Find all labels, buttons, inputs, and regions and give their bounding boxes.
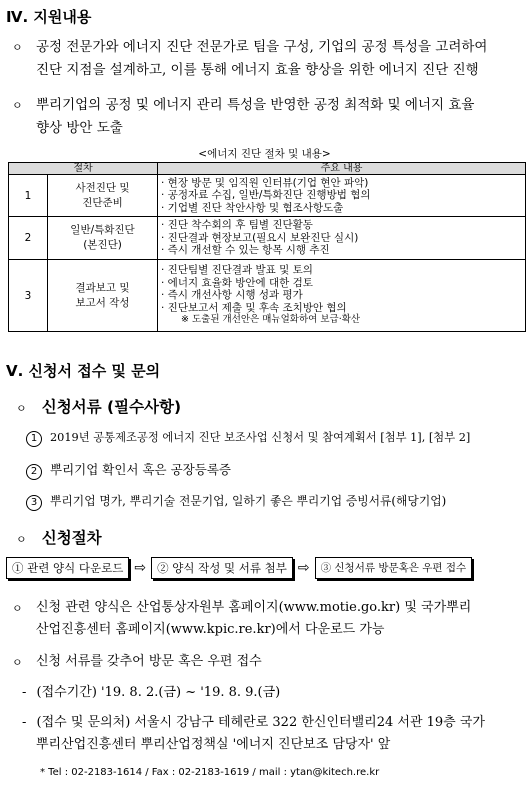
doc-text: 뿌리기업 확인서 혹은 공장등록증 [50, 462, 231, 477]
doc-text: 2019년 공통제조공정 에너지 진단 보조사업 신청서 및 참여계획서 [첨부 1], [첨부 2] [50, 431, 471, 444]
contact-line2: 뿌리산업진흥센터 뿌리산업정책실 '에너지 진단보조 담당자' 앞 [36, 737, 391, 752]
flow-step-prepare: ② 양식 작성 및 서류 첨부 [151, 557, 293, 579]
row-number: 1 [9, 175, 48, 217]
row-step-line2: (본진단) [83, 239, 122, 251]
bullet-item [12, 36, 524, 78]
row-step-line1: 일반/특화진단 [70, 224, 135, 236]
item-number: 1 [26, 431, 42, 447]
row-step-line1: 사전진단 및 [75, 181, 130, 194]
doc-item [26, 429, 470, 447]
row-step-line2: 진단준비 [82, 196, 123, 209]
row-content-item: · 즉시 개선사항 시행 성과 평가 [161, 289, 303, 302]
application-period: (접수기간) '19. 8. 2.(금) ~ '19. 8. 9.(금) [36, 685, 281, 700]
contact-item [22, 712, 485, 756]
bullet-item [12, 94, 524, 136]
bullet-text-line2: 진단 지점을 설계하고, 이를 통해 에너지 효율 향상을 위한 에너지 진단 진행 [36, 62, 479, 78]
row-number: 3 [9, 260, 48, 332]
doc-text: 뿌리기업 명가, 뿌리기술 전문기업, 일하기 좋은 뿌리기업 증빙서류(해당기업) [50, 494, 447, 508]
procedure-flow [6, 557, 472, 579]
docs-title: 신청서류 (필수사항) [41, 398, 182, 416]
row-content-item: · 진단 착수회의 후 팀별 진단활동 [161, 219, 313, 232]
bullet-text-line2: 향상 방안 도출 [36, 120, 123, 136]
row-step [48, 175, 158, 217]
bullet-mark: ㅇ [16, 402, 27, 415]
item-number: 3 [26, 495, 42, 511]
bullet-text-line1: 공정 전문가와 에너지 진단 전문가로 팀을 구성, 기업의 공정 특성을 고려하여 [36, 39, 488, 55]
row-content-item: · 공정자료 수집, 일반/특화진단 진행방법 협의 [161, 189, 371, 202]
table-header-step: 절차 [9, 163, 158, 175]
table-row [9, 175, 526, 217]
period-item [22, 682, 280, 704]
item-number: 2 [26, 464, 42, 480]
table-header-content: 주요 내용 [158, 163, 526, 175]
dash-mark: - [22, 715, 27, 730]
table-caption: <에너지 진단 절차 및 내용> [198, 148, 331, 160]
bullet-text-line1: 뿌리기업의 공정 및 에너지 관리 특성을 반영한 공정 최적화 및 에너지 효율 [36, 97, 475, 113]
info-text-line1: 신청 관련 양식은 산업통상자원부 홈페이지(www.motie.go.kr) 및 국가뿌리 [36, 600, 472, 615]
table-note: ※ 도출된 개선안은 매뉴얼화하여 보급·확산 [181, 314, 361, 326]
bullet-mark: ㅇ [12, 602, 23, 615]
section-title-support: Ⅳ. 지원내용 [6, 8, 92, 26]
procedure-table [8, 162, 526, 332]
doc-item [26, 492, 446, 511]
row-content-item: · 진단결과 현장보고(필요시 보완진단 실시) [161, 231, 359, 244]
docs-heading [16, 395, 181, 417]
doc-item [26, 460, 231, 480]
row-content [158, 260, 526, 332]
row-step [48, 260, 158, 332]
row-step-line2: 보고서 작성 [75, 296, 130, 309]
table-row [9, 260, 526, 332]
arrow-right-icon: ⇨ [297, 560, 310, 576]
row-number: 2 [9, 217, 48, 260]
dash-mark: - [22, 685, 27, 700]
table-row [9, 217, 526, 260]
info-item [12, 651, 524, 674]
contact-line1: (접수 및 문의처) 서울시 강남구 테헤란로 322 한신인터밸리24 서관 19층 국가 [36, 715, 485, 730]
row-content-item: · 진단팀별 진단결과 발표 및 토의 [161, 264, 313, 277]
procedure-title: 신청절차 [41, 529, 102, 547]
row-step-line1: 결과보고 및 [75, 281, 130, 294]
procedure-heading [16, 526, 102, 548]
row-content [158, 217, 526, 260]
flow-step-download: ① 관련 양식 다운로드 [6, 557, 129, 579]
row-content-item: · 에너지 효율화 방안에 대한 검토 [161, 276, 313, 289]
table-header-row [9, 163, 526, 175]
row-content-item: · 현장 방문 및 임직원 인터뷰(기업 현안 파악) [161, 176, 369, 189]
info-text-line1: 신청 서류를 갖추어 방문 혹은 우편 접수 [36, 654, 262, 669]
arrow-right-icon: ⇨ [134, 560, 147, 576]
bullet-mark: ㅇ [12, 99, 23, 112]
row-content-item: · 진단보고서 제출 및 후속 조치방안 협의 [161, 301, 347, 314]
contact-footer: * Tel : 02-2183-1614 / Fax : 02-2183-1619 / mail : ytan@kitech.re.kr [40, 767, 380, 778]
section-title-application: Ⅴ. 신청서 접수 및 문의 [6, 362, 161, 380]
row-content-item: · 즉시 개선할 수 있는 항목 시행 추진 [161, 244, 330, 257]
flow-step-submit: ③ 신청서류 방문혹은 우편 접수 [315, 557, 473, 579]
bullet-mark: ㅇ [16, 533, 27, 546]
row-step [48, 217, 158, 260]
row-content [158, 175, 526, 217]
info-text-line2: 산업진흥센터 홈페이지(www.kpic.re.kr)에서 다운로드 가능 [36, 622, 385, 637]
info-item [12, 597, 524, 637]
row-content-item: · 기업별 진단 착안사항 및 협조사항도출 [161, 201, 344, 214]
bullet-mark: ㅇ [12, 656, 23, 669]
bullet-mark: ㅇ [12, 41, 23, 54]
